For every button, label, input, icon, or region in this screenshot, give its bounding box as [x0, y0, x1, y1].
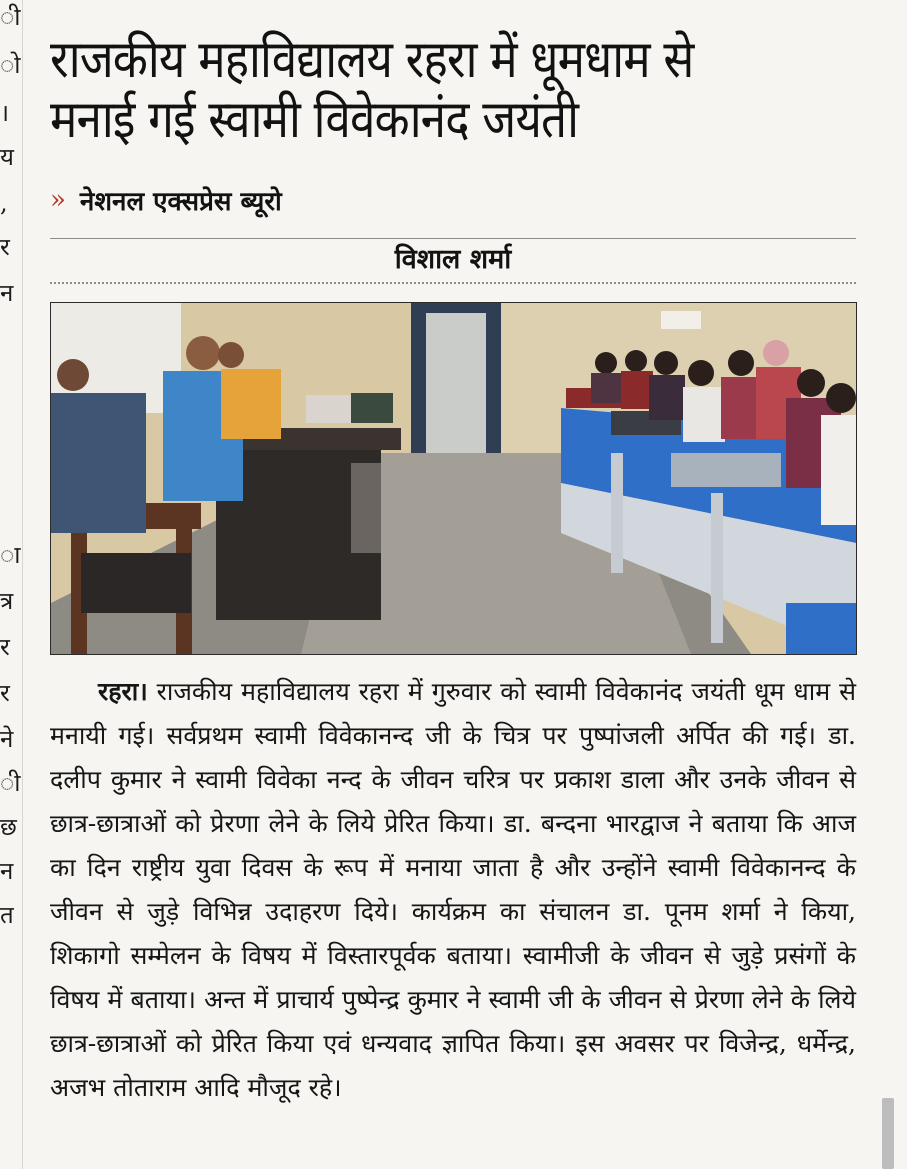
left-column-fragment: त [0, 901, 14, 929]
article-headline: राजकीय महाविद्यालय रहरा में धूमधाम से मनाई गई स्वामी विवेकानंद जयंती [50, 30, 694, 150]
left-column-fragment: न [0, 857, 14, 885]
left-column-fragment: य [0, 143, 14, 171]
left-column-fragment: त्र [0, 587, 14, 615]
left-column-fragment: , [0, 189, 8, 217]
event-photo [50, 302, 857, 655]
left-column-fragment: । [0, 99, 10, 127]
article-text: राजकीय महाविद्यालय रहरा में गुरुवार को स्वामी विवेकानंद जयंती धूम धाम से मनायी गई। सर्वप्रथम स्वामी विवेकानन्द जी के चित्र पर पुष्पांजली अर्पित की गई। डा. दलीप कुमार ने स्वामी विवेका नन्द के जीवन चरित्र पर प्रकाश डाला और उनके जीवन से छात्र-छात्राओं को प्रेरणा लेने के लिये प्रेरित किया। डा. बन्दना भारद्वाज ने बताया कि आज का दिन राष्ट्रीय युवा दिवस के रूप में मनाया जाता है और उन्होंने स्वामी विवेकानन्द के जीवन से जुड़े विभिन्न उदाहरण दिये। कार्यक्रम का संचालन डा. पूनम शर्मा ने किया, शिकागो सम्मेलन के विषय में विस्तारपूर्वक बताया। स्वामीजी के जीवन से जुड़े प्रसंगों के विषय में बताया। अन्त में प्राचार्य पुष्पेन्द्र कुमार ने स्वामी जी के जीवन से प्रेरणा लेने के लिये छात्र-छात्राओं को प्रेरित किया एवं धन्यवाद ज्ञापित किया। इस अवसर पर विजेन्द्र, धर्मेन्द्र, अजभ तोताराम आदि मौजूद रहे। [50, 677, 857, 1102]
article-body [50, 670, 856, 1110]
left-column-fragment: ा [0, 541, 21, 569]
scrollbar-thumb[interactable] [882, 1098, 894, 1169]
left-column-fragment: र [0, 633, 10, 661]
author-name: विशाल शर्मा [394, 244, 512, 275]
article-dateline: रहरा। [98, 677, 148, 706]
left-column-fragment: र [0, 233, 10, 261]
left-column-fragment: ने [0, 725, 14, 753]
left-column-fragment: छ [0, 813, 17, 841]
left-column-fragment: ो [0, 51, 21, 79]
byline [50, 182, 282, 218]
left-column-fragment: ी [0, 769, 21, 797]
left-column-fragment: ी [0, 3, 21, 31]
news-source: नेशनल एक्सप्रेस ब्यूरो [79, 187, 282, 217]
left-column-fragment: न [0, 279, 14, 307]
divider [50, 238, 856, 239]
adjacent-column-fragments [0, 0, 23, 1169]
left-column-fragment: र [0, 679, 10, 707]
dotted-divider [50, 282, 856, 284]
byline-marker: » [50, 185, 66, 215]
